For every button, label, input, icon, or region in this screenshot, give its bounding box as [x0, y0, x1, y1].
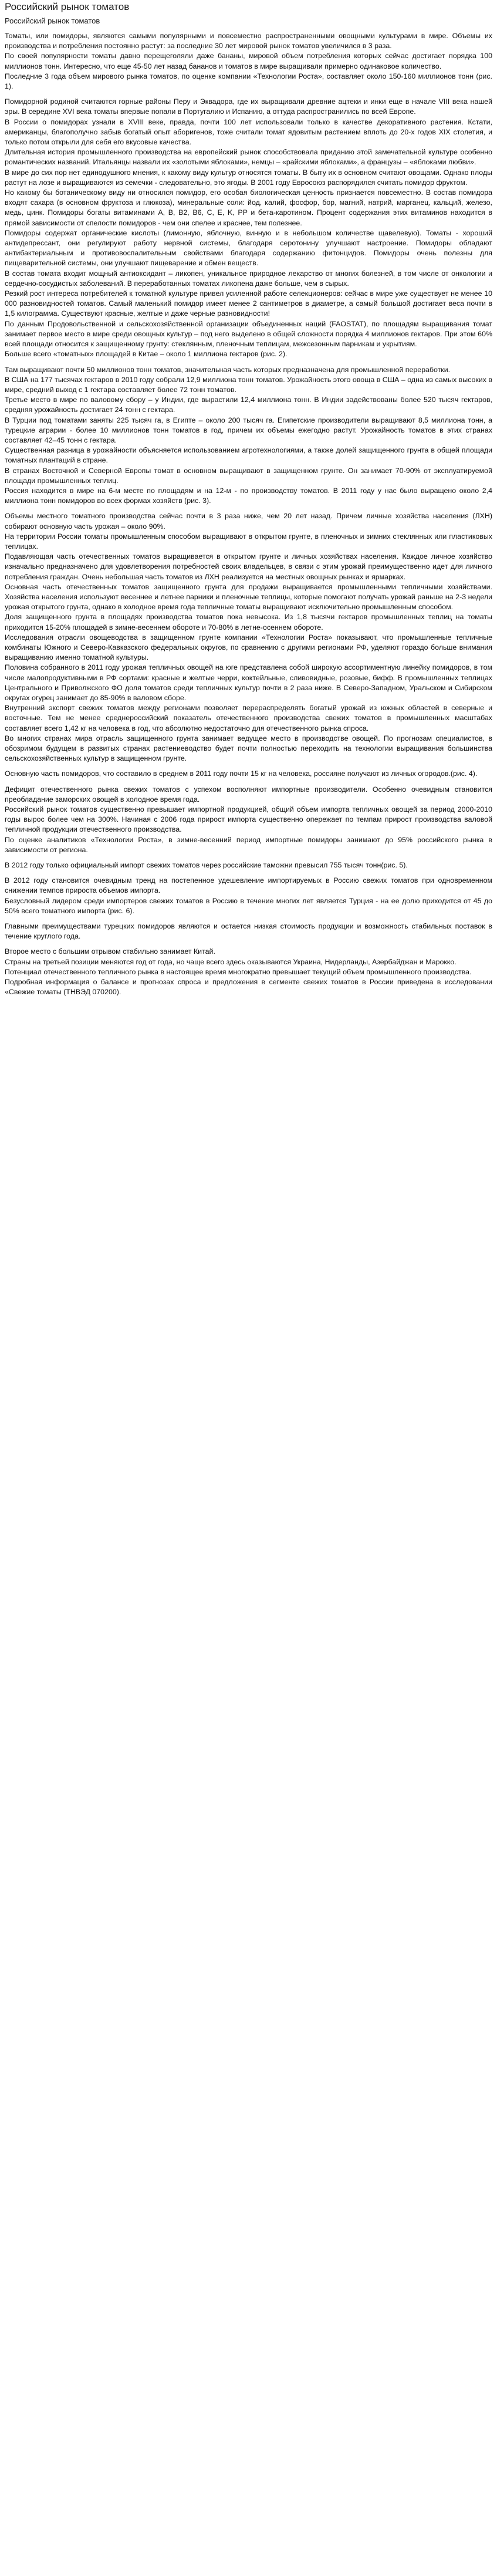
paragraph: Половина собранного в 2011 году урожая тепличных овощей на юге представлена собой широкую ассортиментную линейку помидоров, в том числе малопродуктивными в РФ сортами: красные и желтые черри, коктейльные, сливовидные, розовые, бифф. В промышленных теплицах Центрального и Приволжского ФО доля томатов среди тепличных культур почти в 2 раза ниже. В Северо-Западном, Уральском и Сибирском округах огурец занимает до 85-90% в валовом сборе.	[5, 663, 492, 702]
paragraph: Третье место в мире по валовому сбору – у Индии, где вырастили 12,4 миллиона тонн. В Индии задействованы более 520 тысяч гектаров, средняя урожайность достигает 24 тонн с гектара.	[5, 396, 492, 414]
paragraph: Основная часть отечественных томатов защищенного грунта для продажи выращивается промышленными тепличными хозяйствами. Хозяйства населения используют весеннее и летнее парники и пленочные теплицы, которые помогают получать урожай раньше на 2-3 недели урожая открытого грунта, однако в холодное время года тепличные томаты выращивают исключительно промышленным способом.	[5, 582, 492, 612]
paragraph: Основную часть помидоров, что составило в среднем в 2011 году почти 15 кг на человека, россияне получают из личных огородов.(рис. 4).	[5, 769, 478, 778]
paragraph: По своей популярности томаты давно перещеголяли даже бананы, мировой объем потребления которых сейчас достигает порядка 100 миллионов тонн. Интересно, что еще 45-50 лет назад бананов и томатов в мире выращивали примерно одинаковое количество.	[5, 52, 492, 70]
paragraph: Последние 3 года объем мирового рынка томатов, по оценке компании «Технологии Роста», составляет около 150-160 миллионов тонн (рис. 1).	[5, 72, 492, 91]
paragraph: В Турции под томатами заняты 225 тысяч га, в Египте – около 200 тысяч га. Египетские производители выращивают 8,5 миллиона тонн, а турецкие аграрии - более 10 миллионов тонн томатов в год, причем их объемы ежегодно растут. Урожайность томатов в этих странах составляет 42–45 тонн с гектара.	[5, 416, 492, 444]
paragraph: Томаты, или помидоры, являются самыми популярными и повсеместно распространенными овощными культурами в мире. Объемы их производства и потребления постоянно растут: за последние 30 лет мировой рынок томатов увеличился в 3 раза.	[5, 32, 492, 50]
paragraph: В мире до сих пор нет единодушного мнения, к какому виду культур относятся томаты. В быту их в основном считают овощами. Однако плоды растут на лозе и выращиваются из семечки - следовательно, это ягоды. В 2001 году Евросоюз распорядился считать помидор фруктом.	[5, 168, 492, 187]
paragraph: Дефицит отечественного рынка свежих томатов с успехом восполняют импортные производители. Особенно очевидным становится преобладание заморских овощей в холодное время года.	[5, 785, 492, 803]
paragraph: В России о помидорах узнали в XVIII веке, правда, почти 100 лет использовали только в качестве декоративного растения. Кстати, американцы, благополучно забыв богатый опыт аборигенов, тоже считали томат ядовитым растением вплоть до 20-х годов XIX столетия, и только потом открыли для себя его вкусовые качества.	[5, 117, 492, 147]
paragraph: По данным Продовольственной и сельскохозяйственной организации объединенных наций (FAOSTAT), по площадям выращивания томат занимает первое место в мире среди овощных культур – под него выделено в общей сложности порядка 4 миллионов гектаров. При этом 60% всей площади относится к защищенному грунту: стеклянным, пленочным теплицам, межсезонным парникам и укрытиям.	[5, 319, 492, 349]
paragraph: Помидорной родиной считаются горные районы Перу и Эквадора, где их выращивали древние ацтеки и инки еще в начале VIII века нашей эры. В середине XVI века томаты впервые попали в Португалию и Испанию, а оттуда распространились по всей Европе.	[5, 97, 492, 116]
paragraph: Помидоры содержат органические кислоты (лимонную, яблочную, винную и в небольшом количестве щавелевую). Томаты - хороший антидепрессант, они регулируют работу нервной системы, благодаря серотонину улучшают настроение. Помидоры обладают антибактериальным и противовоспалительным свойствами благодаря содержанию фитонцидов. Помидоры очень полезны для пищеварительной системы, они улучшают пищеварение и обмен веществ.	[5, 228, 492, 268]
paragraph: Доля защищенного грунта в площадях производства томатов пока невысока. Из 1,8 тысячи гектаров промышленных теплиц на томаты приходится 15-20% площадей в зимне-весеннем обороте и 70-80% в летне-осеннем обороте.	[5, 613, 492, 632]
article-body	[5, 31, 492, 997]
paragraph: В 2012 году только официальный импорт свежих томатов через российские таможни превысил 755 тысяч тонн(рис. 5).	[5, 861, 408, 870]
paragraph: Потенциал отечественного тепличного рынка в настоящее время многократно превышает текущий объем промышленного производства.	[5, 967, 472, 976]
paragraph: Исследования отрасли овощеводства в защищенном грунте компании «Технологии Роста» показывают, что промышленные тепличные комбинаты Южного и Северо-Кавказского федеральных округов, по сравнению с другими регионами РФ, уделяют гораздо больше внимания выращиванию именно томатной культуры.	[5, 633, 492, 662]
paragraph: Больше всего «томатных» площадей в Китае – около 1 миллиона гектаров (рис. 2).	[5, 350, 288, 359]
article	[0, 0, 497, 1004]
paragraph: В странах Восточной и Северной Европы томат в основном выращивают в защищенном грунте. Он занимает 70-90% от эксплуатируемой площади промышленных теплиц.	[5, 466, 492, 485]
paragraph: В 2012 году становится очевидным тренд на постепенное удешевление импортируемых в Россию свежих томатов при одновременном снижении темпов прироста объемов импорта.	[5, 876, 492, 895]
page-subtitle: Российский рынок томатов	[5, 16, 100, 25]
paragraph: По оценке аналитиков «Технологии Роста», в зимне-весенний период импортные помидоры занимают до 95% российского рынка в зависимости от региона.	[5, 835, 492, 854]
paragraph: Российский рынок томатов существенно превышает импортной продукцией, общий объем импорта тепличных овощей за период 2000-2010 годы вырос более чем на 300%. Начиная с 2006 года прирост импорта существенно опережает по темпам прирост производства валовой тепличной продукции отечественного производства.	[5, 805, 492, 834]
paragraph: Россия находится в мире на 6-м месте по площадям и на 12-м - по производству томатов. В 2011 году у нас было выращено около 2,4 миллиона тонн помидоров во всех формах хозяйств (рис. 3).	[5, 486, 492, 505]
paragraph: В США на 177 тысячах гектаров в 2010 году собрали 12,9 миллиона тонн томатов. Урожайность этого овоща в США – одна из самых высоких в мире, средний выход с 1 гектара составляет более 72 тонн томатов.	[5, 375, 492, 394]
paragraph: На территории России томаты промышленным способом выращивают в открытом грунте, в пленочных и зимних стеклянных или пластиковых теплицах.	[5, 532, 492, 551]
paragraph: Второе место с большим отрывом стабильно занимает Китай.	[5, 947, 215, 956]
paragraph: Длительная история промышленного производства на европейский рынок способствовала приданию этой замечательной культуре особенно романтических названий. Итальянцы назвали их «золотыми яблоками», немцы – «райскими яблоками», а французы – «яблоками любви».	[5, 148, 492, 167]
paragraph: Но какому бы ботаническому виду ни относился помидор, его особая биологическая ценность признается повсеместно. В состав помидора входят сахара (в основном фруктоза и глюкоза), минеральные соли: йод, калий, фосфор, бор, магний, натрий, марганец, кальций, железо, медь, цинк. Помидоры богаты витаминами A, B, B2, B6, C, E, K, PP и бета-каротином. Процент содержания этих витаминов находится в прямой зависимости от спелости помидоров - чем они спелее и краснее, тем полезнее.	[5, 188, 492, 227]
paragraph: Безусловный лидером среди импортеров свежих томатов в Россию в течение многих лет является Турция - на ее долю приходится от 45 до 50% всего томатного импорта (рис. 6).	[5, 896, 492, 915]
paragraph: Там выращивают почти 50 миллионов тонн томатов, значительная часть которых предназначена для промышленной переработки.	[5, 365, 451, 374]
paragraph: Главными преимуществами турецких помидоров являются и остается низкая стоимость продукции и возможность стабильных поставок в течение круглого года.	[5, 922, 492, 941]
paragraph: Страны на третьей позиции меняются год от года, но чаще всего здесь оказываются Украина, Нидерланды, Азербайджан и Марокко.	[5, 957, 457, 966]
paragraph: Объемы местного томатного производства сейчас почти в 3 раза ниже, чем 20 лет назад. Причем личные хозяйства населения (ЛХН) собирают основную часть урожая – около 90%.	[5, 512, 492, 531]
paragraph: Подавляющая часть отечественных томатов выращивается в открытом грунте и личных хозяйствах населения. Каждое личное хозяйство изначально предназначено для удовлетворения потребностей своих владельцев, в связи с этим урожай преимущественно идет для личного потребления граждан. Очень небольшая часть томатов из ЛХН реализуется на местных овощных рынках и ярмарках.	[5, 552, 492, 581]
page-title: Российский рынок томатов	[5, 1, 130, 12]
paragraph: Во многих странах мира отрасль защищенного грунта занимает ведущее место в производстве овощей. По прогнозам специалистов, в обозримом будущем в развитых странах растениеводство будет почти полностью переходить на технологии выращивания большинства сельскохозяйственных культур в защищенном грунте.	[5, 734, 492, 763]
paragraph: Существенная разница в урожайности объясняется использованием агротехнологиями, а также долей защищенного грунта в общей площади томатных плантаций в стране.	[5, 446, 492, 465]
paragraph: В состав томата входит мощный антиоксидант – ликопен, уникальное природное лекарство от многих болезней, в том числе от онкологии и сердечно-сосудистых заболеваний. В переработанных томатах ликопена даже больше, чем в сырых.	[5, 269, 492, 288]
paragraph: Подробная информация о балансе и прогнозах спроса и предложения в сегменте свежих томатов в России приведена в исследовании «Свежие томаты (ТНВЭД 070200).	[5, 978, 492, 997]
paragraph: Внутренний экспорт свежих томатов между регионами позволяет перераспределять богатый урожай из южных областей в северные и восточные. Тем не менее среднероссийский показатель отечественного производства свежих томатов в промышленных масштабах составляет всего 1,42 кг на человека в год, что абсолютно недостаточно для отечественного рынка спроса.	[5, 704, 492, 732]
paragraph: Резкий рост интереса потребителей к томатной культуре привел усиленной работе селекционеров: сейчас в мире уже существует не менее 10 000 разновидностей томатов. Самый маленький помидор имеет менее 2 сантиметров в диаметре, а самый большой достигает веса почти в 1,5 килограмма. Существуют красные, желтые и даже черные разновидности!	[5, 289, 492, 318]
